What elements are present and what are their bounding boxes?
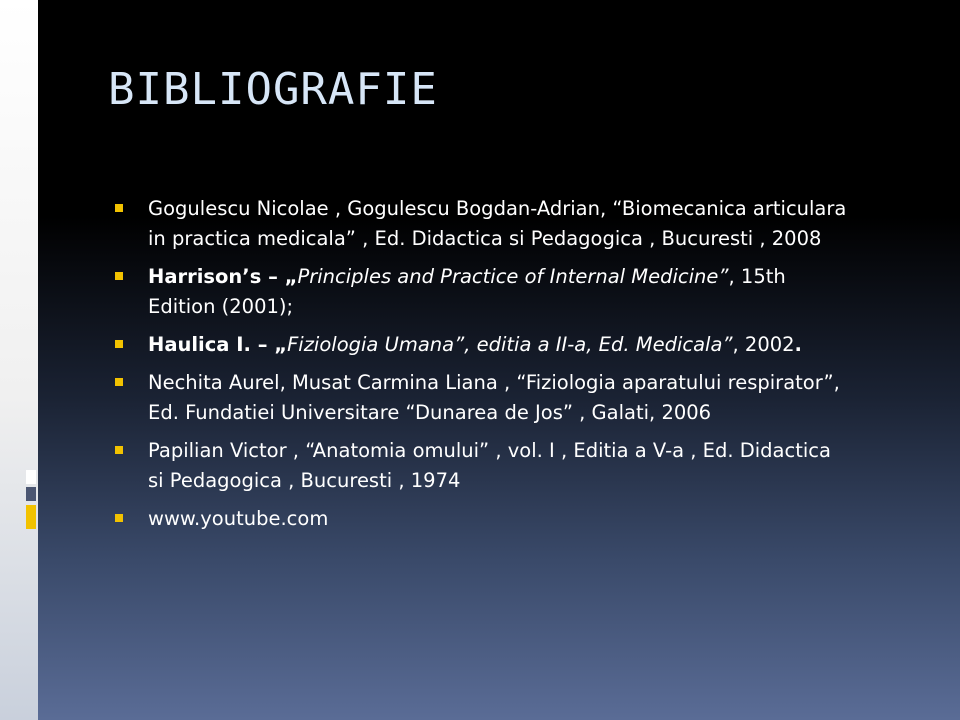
square-bullet-icon bbox=[115, 514, 123, 522]
left-decorative-strip bbox=[0, 0, 38, 720]
accent-bar-gray bbox=[26, 487, 36, 501]
reference-rest: , 2002 bbox=[732, 333, 795, 356]
square-bullet-icon bbox=[115, 378, 123, 386]
square-bullet-icon bbox=[115, 340, 123, 348]
reference-text: Nechita Aurel, Musat Carmina Liana , “Fiziologia aparatului respirator”, Ed. Fundatiei Universitare “Dunarea de Jos” , Galati, 2006 bbox=[148, 371, 840, 424]
reference-title-close: ” bbox=[454, 333, 465, 356]
reference-text: Gogulescu Nicolae , Gogulescu Bogdan-Adrian, “Biomecanica articulara in practica medicala” , Ed. Didactica si Pedagogica , Bucuresti , 2008 bbox=[148, 197, 847, 250]
reference-author: Harrison’s bbox=[148, 265, 262, 288]
reference-title-rest: , editia a II-a, Ed. Medicala bbox=[464, 333, 723, 356]
list-item bbox=[112, 262, 852, 322]
list-item bbox=[112, 504, 852, 534]
square-bullet-icon bbox=[115, 272, 123, 280]
slide-title: BIBLIOGRAFIE bbox=[108, 64, 438, 115]
reference-rest: , 15th Edition (2001); bbox=[148, 265, 786, 318]
list-item bbox=[112, 368, 852, 428]
list-item bbox=[112, 194, 852, 254]
square-bullet-icon bbox=[115, 204, 123, 212]
list-item bbox=[112, 436, 852, 496]
reference-title-rest-close: ” bbox=[722, 333, 733, 356]
reference-title: Fiziologia Umana bbox=[287, 333, 455, 356]
list-item bbox=[112, 330, 852, 360]
bibliography-list bbox=[112, 194, 852, 542]
reference-text: Papilian Victor , “Anatomia omului” , vol. I , Editia a V-a , Ed. Didactica si Pedagogica , Bucuresti , 1974 bbox=[148, 439, 831, 492]
reference-title-close: ” bbox=[718, 265, 729, 288]
square-bullet-icon bbox=[115, 446, 123, 454]
reference-dash: – „ bbox=[250, 333, 288, 356]
reference-title: Principles and Practice of Internal Medicine bbox=[297, 265, 719, 288]
accent-bar-white bbox=[26, 470, 36, 484]
reference-end: . bbox=[794, 333, 802, 356]
accent-bar-yellow bbox=[26, 505, 36, 529]
reference-dash: – „ bbox=[261, 265, 298, 288]
reference-link[interactable]: www.youtube.com bbox=[148, 507, 329, 530]
reference-author: Haulica I. bbox=[148, 333, 251, 356]
